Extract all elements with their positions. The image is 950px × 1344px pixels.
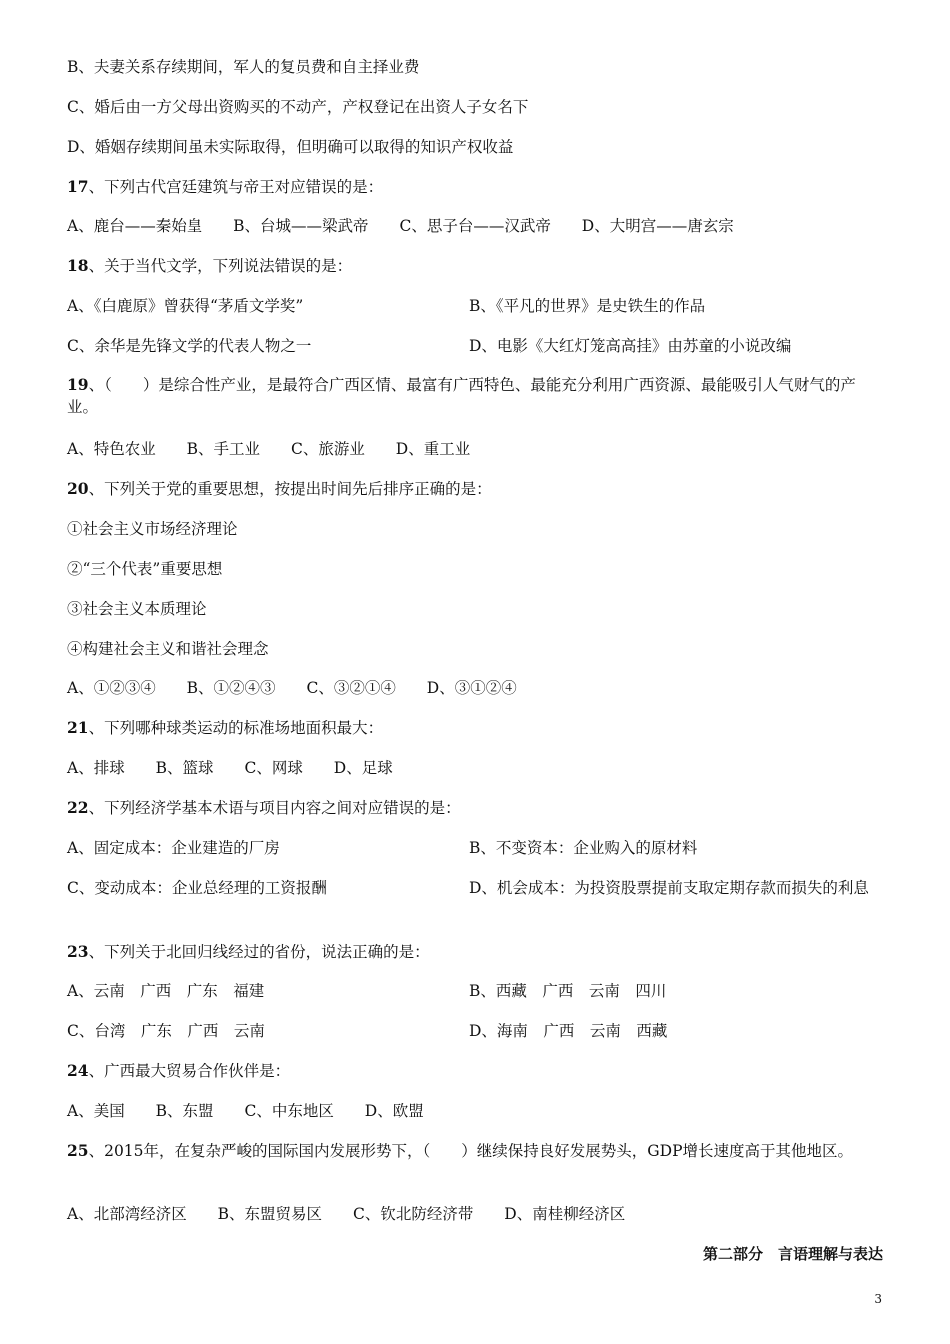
option-d: D、重工业 [395,440,471,458]
option-a: A、《白鹿原》曾获得“茅盾文学奖” [67,297,304,315]
question-20-options [67,677,517,699]
option-c: C、③②①④ [306,679,396,697]
question-stem: 、下列关于北回归线经过的省份，说法正确的是： [88,943,430,961]
question-18 [67,255,352,277]
option-d: D、③①②④ [426,679,517,697]
option-c: C、网球 [244,759,303,777]
option-a: A、鹿台——秦始皇 [67,217,203,235]
option-a: A、固定成本：企业建造的厂房 [67,839,280,857]
question-number: 25 [67,1141,89,1160]
option-b: B、东盟贸易区 [217,1205,323,1223]
option-a: A、北部湾经济区 [67,1205,187,1223]
question-21-options [67,757,393,779]
option-c: C、思子台——汉武帝 [399,217,551,235]
question-stem: 、广西最大贸易合作伙伴是： [88,1062,291,1080]
page-number: 3 [874,1292,882,1306]
question-number: 19 [67,375,89,394]
option-line: D、婚姻存续期间虽未实际取得，但明确可以取得的知识产权收益 [67,138,514,156]
option-d: D、大明宫——唐玄宗 [581,217,734,235]
option-a: A、特色农业 [67,440,156,458]
question-25 [67,1140,882,1162]
question-number: 22 [67,798,89,817]
question-number: 18 [67,256,89,275]
option-b: B、东盟 [155,1102,214,1120]
list-item: ①社会主义市场经济理论 [67,520,238,538]
question-stem: 、下列经济学基本术语与项目内容之间对应错误的是： [88,799,461,817]
option-a: A、排球 [67,759,125,777]
question-stem: 、（ ）是综合性产业，是最符合广西区情、最富有广西特色、最能充分利用广西资源、最能吸引人气财气的产业。 [67,376,856,416]
option-a: A、云南 广西 广东 福建 [67,982,265,1000]
question-19-options [67,438,470,460]
question-number: 20 [67,479,89,498]
option-c: C、余华是先锋文学的代表人物之一 [67,337,312,355]
question-20 [67,478,492,500]
option-c: C、台湾 广东 广西 云南 [67,1022,265,1040]
question-17-options [67,215,734,237]
question-number: 24 [67,1061,89,1080]
option-a: A、美国 [67,1102,125,1120]
question-22 [67,797,461,819]
question-stem: 、下列关于党的重要思想，按提出时间先后排序正确的是： [88,480,492,498]
question-number: 17 [67,177,89,196]
option-d: D、电影《大红灯笼高高挂》由苏童的小说改编 [469,337,792,355]
question-24-options [67,1100,424,1122]
question-stem: 、2015年，在复杂严峻的国际国内发展形势下，（ ）继续保持良好发展势头，GDP增长速度高于其他地区。 [88,1142,854,1160]
question-number: 23 [67,942,89,961]
question-25-options [67,1203,625,1225]
question-stem: 、关于当代文学，下列说法错误的是： [88,257,353,275]
option-c: C、中东地区 [244,1102,334,1120]
option-line: C、婚后由一方父母出资购买的不动产，产权登记在出资人子女名下 [67,98,529,116]
option-b: B、台城——梁武帝 [233,217,369,235]
option-line: B、夫妻关系存续期间，军人的复员费和自主择业费 [67,58,420,76]
question-23 [67,941,430,963]
option-d: D、南桂柳经济区 [504,1205,626,1223]
option-d: D、足球 [333,759,393,777]
question-19 [67,374,882,418]
option-c: C、变动成本：企业总经理的工资报酬 [67,879,327,897]
list-item: ②“三个代表”重要思想 [67,560,223,578]
question-stem: 、下列古代宫廷建筑与帝王对应错误的是： [88,178,384,196]
option-b: B、西藏 广西 云南 四川 [469,982,667,1000]
option-d: D、机会成本：为投资股票提前支取定期存款而损失的利息 [469,879,869,897]
list-item: ④构建社会主义和谐社会理念 [67,640,269,658]
question-21 [67,717,383,739]
question-17 [67,176,383,198]
option-a: A、①②③④ [67,679,156,697]
section-title: 第二部分 言语理解与表达 [702,1245,883,1263]
option-b: B、①②④③ [186,679,276,697]
option-c: C、旅游业 [290,440,365,458]
option-d: D、欧盟 [364,1102,424,1120]
option-b: B、《平凡的世界》是史铁生的作品 [469,297,706,315]
list-item: ③社会主义本质理论 [67,600,207,618]
option-c: C、钦北防经济带 [352,1205,474,1223]
option-b: B、篮球 [155,759,214,777]
question-stem: 、下列哪种球类运动的标准场地面积最大： [88,719,384,737]
option-b: B、不变资本：企业购入的原材料 [469,839,698,857]
option-b: B、手工业 [186,440,261,458]
question-number: 21 [67,718,89,737]
option-d: D、海南 广西 云南 西藏 [469,1022,668,1040]
question-24 [67,1060,290,1082]
